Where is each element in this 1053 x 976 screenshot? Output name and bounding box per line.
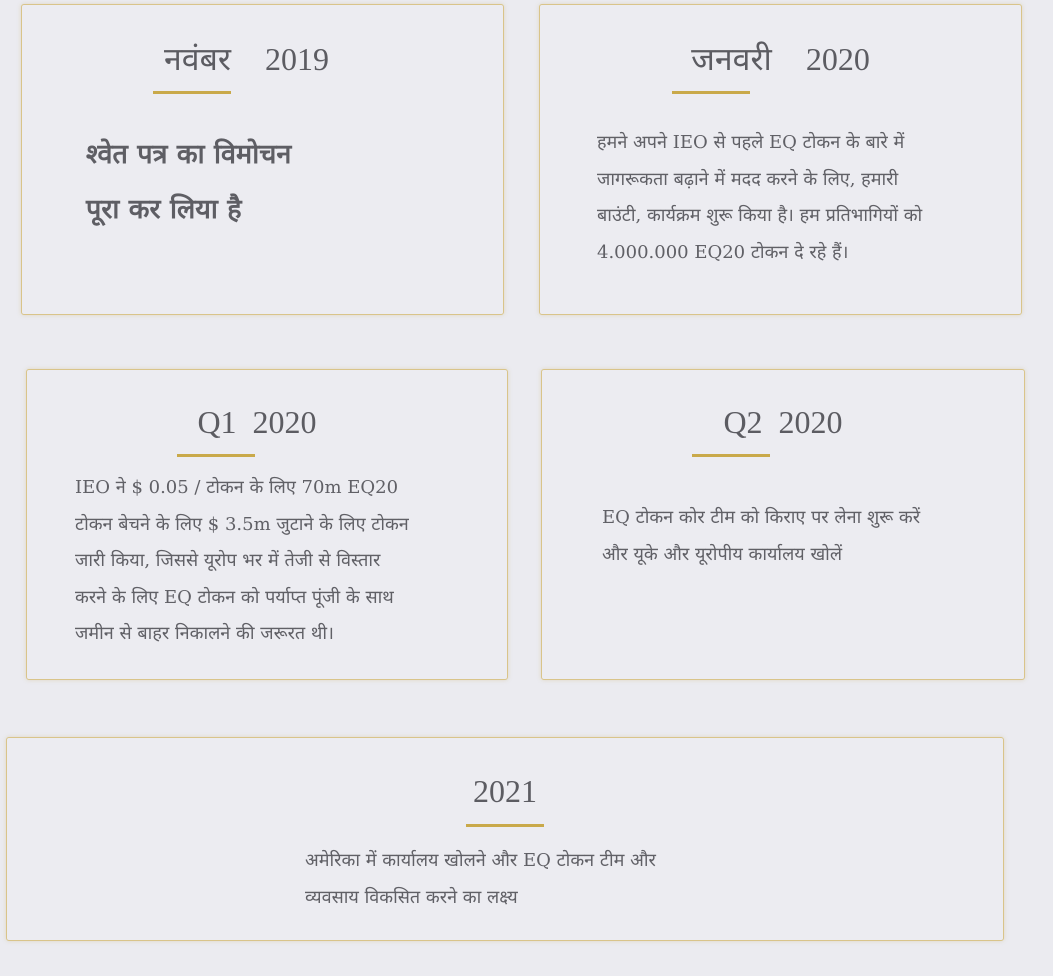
description-line: IEO ने $ 0.05 / टोकन के लिए 70m EQ20 [75,477,399,498]
heading-year: 2021 [473,773,537,809]
card-description [86,127,291,237]
description-line: अमेरिका में कार्यालय खोलने और EQ टोकन टीम और [305,850,656,871]
card-heading [7,771,1003,811]
heading-underline [153,91,231,94]
heading-underline [692,454,770,457]
roadmap-card-q1-2020 [26,369,508,680]
heading-underline [672,91,750,94]
description-line: व्यवसाय विकसित करने का लक्ष्य [305,886,518,908]
roadmap-card-2021 [6,737,1004,941]
description-line: हमने अपने IEO से पहले EQ टोकन के बारे में [597,132,905,153]
heading-quarter: Q1 [197,404,237,440]
heading-month: जनवरी [691,41,772,77]
card-heading [540,39,1021,79]
heading-underline [466,824,544,827]
description-line: और यूके और यूरोपीय कार्यालय खोलें [602,543,843,565]
heading-year: 2019 [264,41,329,77]
description-line: जमीन से बाहर निकालने की जरूरत थी। [75,623,334,644]
description-line: टोकन बेचने के लिए $ 3.5m जुटाने के लिए टोकन [75,513,409,535]
description-line: जागरूकता बढ़ाने में मदद करने के लिए, हमारी [597,168,899,190]
description-line: श्वेत पत्र का विमोचन [86,139,292,170]
roadmap-card-jan-2020 [539,4,1022,315]
description-line: जारी किया, जिससे यूरोप भर में तेजी से विस्तार [75,550,381,571]
card-description [597,125,922,271]
heading-underline [177,454,255,457]
card-heading [0,39,503,79]
card-heading [542,402,1024,442]
description-line: बाउंटी, कार्यक्रम शुरू किया है। हम प्रतिभागियों को [597,205,923,226]
description-line: EQ टोकन कोर टीम को किराए पर लेना शुरू करें [602,507,921,528]
card-description [75,470,409,653]
roadmap-card-nov-2019 [21,4,504,315]
heading-year: 2020 [252,404,317,440]
description-line: 4.000.000 EQ20 टोकन दे रहे हैं। [597,241,849,263]
card-description [602,500,920,573]
roadmap-card-q2-2020 [541,369,1025,680]
card-description [305,843,656,916]
card-heading [7,402,507,442]
description-line: करने के लिए EQ टोकन को पर्याप्त पूंजी के साथ [75,586,394,608]
heading-year: 2020 [805,41,870,77]
heading-year: 2020 [778,404,843,440]
heading-month: नवंबर [164,41,231,77]
heading-quarter: Q2 [723,404,763,440]
description-line: पूरा कर लिया है [86,194,242,225]
